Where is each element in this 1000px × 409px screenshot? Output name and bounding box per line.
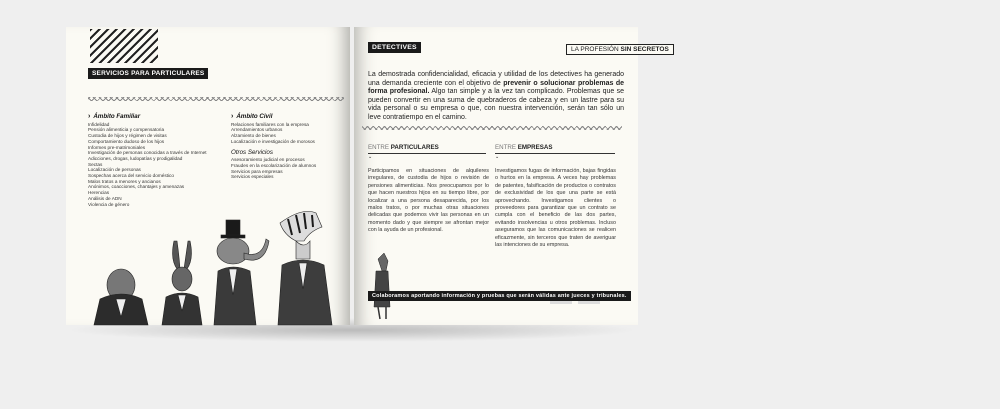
- particulares-text: Participamos en situaciones de alquileres irregulares, de custodia de hijos o revisión de pensiones alimenticias. Nos preocupamos por lo que hacen nuestros hijos en su tiempo libre, por localizar a una persona desaparecida, por los malos tratos, o por muchas otras situaciones delicadas que podemos vivir las personas en un momento dado y que siempre se afrontan mejor con la ayuda de un profesional.: [368, 168, 489, 234]
- chevron-down-icon: ⌄: [495, 154, 500, 160]
- rabbit-figure: [162, 241, 202, 325]
- list-item: Infidelidad: [88, 121, 110, 127]
- list-item: Pensión alimenticia y compensatoria: [88, 127, 165, 133]
- right-page: [354, 27, 669, 325]
- chevron-right-icon: ›: [231, 113, 234, 120]
- list-item: Servicios especiales: [231, 174, 274, 180]
- list-item: Relaciones familiares con la empresa: [231, 121, 309, 127]
- empresas-heading: ENTRE EMPRESAS: [495, 144, 553, 151]
- list-item: Adicciones, drogas, ludopatías y prodigalidad: [88, 155, 183, 161]
- dog-figure: [94, 269, 148, 325]
- list-item: Violencia de género: [88, 201, 130, 207]
- list-item: Asesoramiento judicial en procesos: [231, 157, 305, 163]
- list-item: Comportamiento dudoso de los hijos: [88, 138, 165, 144]
- zebra-figure: [278, 211, 332, 325]
- brochure-spread: [66, 27, 669, 325]
- list-item: Localización de personas: [88, 167, 141, 173]
- list-item: Arrendamientos urbanos: [231, 127, 283, 133]
- list-item: Servicios para empresas: [231, 168, 283, 174]
- list-item: Informes pre-matrimoniales: [88, 144, 146, 150]
- otros-heading: Otros Servicios: [231, 148, 273, 156]
- tagline-bold: SIN SECRETOS: [620, 46, 669, 53]
- particulares-heading: ENTRE PARTICULARES: [368, 144, 439, 151]
- illustration-animal-characters: [66, 27, 350, 325]
- detectives-label: DETECTIVES: [368, 42, 421, 53]
- illustration-small-animal: [354, 27, 638, 325]
- civil-heading: › Ámbito Civil: [231, 113, 273, 120]
- intro-highlight: prevenir o solucionar problemas de forma profesional.: [368, 79, 625, 96]
- list-item: Sectas: [88, 161, 103, 167]
- closing-banner: Colaboramos aportando información y pruebas que serán válidas ante jueces y tribunales.: [368, 291, 631, 301]
- left-page: [66, 27, 350, 325]
- chevron-down-icon: ⌄: [368, 154, 373, 160]
- list-item: Localización e investigación de morosos: [231, 138, 315, 144]
- empresas-text: Investigamos fugas de información, bajas fingidas o hurtos en la empresa. A veces hay problemas de patentes, falsificación de productos o contratos de exclusividad de los que una parte se está aprovechando. Investigamos clientes o proveedores para garantizar que un contrato se cumpla con el beneficio de las dos partes, evitando insolvencias u otros problemas. Incluso aseguramos que las comunicaciones se realicen eficazmente, sin terceros que traten de averiguar las intenciones de su empresa.: [495, 168, 616, 249]
- familiar-heading: › Ámbito Familiar: [88, 113, 141, 120]
- list-item: Sospechas acerca del servicio doméstico: [88, 173, 174, 179]
- chevron-right-icon: ›: [88, 113, 91, 120]
- intro-paragraph: La demostrada confidencialidad, eficacia y utilidad de los detectives ha generado una demanda creciente con el objetivo de prevenir o solucionar problemas de forma profesional. Algo tan simple y a la vez tan complicado. Problemas que se pueden convertir en una suma de quebraderos de cabeza y en un lastre para su vida personal o su empresa o que, con nuestra intervención, serán tan sólo un leve contratiempo en el camino.: [368, 71, 625, 121]
- list-item: Investigación de personas conocidas a través de Internet: [88, 150, 207, 156]
- list-item: Custodia de hijos y régimen de visitas: [88, 133, 167, 139]
- tagline-prefix: LA PROFESIÓN: [571, 46, 619, 53]
- list-item: Herencias: [88, 190, 110, 196]
- list-item: Anónimos, coacciones, chantajes y amenazas: [88, 184, 185, 190]
- list-item: Fraudes en la escolarización de alumnos: [231, 162, 317, 168]
- elephant-figure: [214, 220, 269, 325]
- list-item: Alzamiento de bienes: [231, 133, 276, 139]
- list-item: Análisis de ADN: [88, 195, 122, 201]
- list-item: Malos tratos a menores y ancianos: [88, 178, 161, 184]
- section-title: SERVICIOS PARA PARTICULARES: [88, 68, 208, 79]
